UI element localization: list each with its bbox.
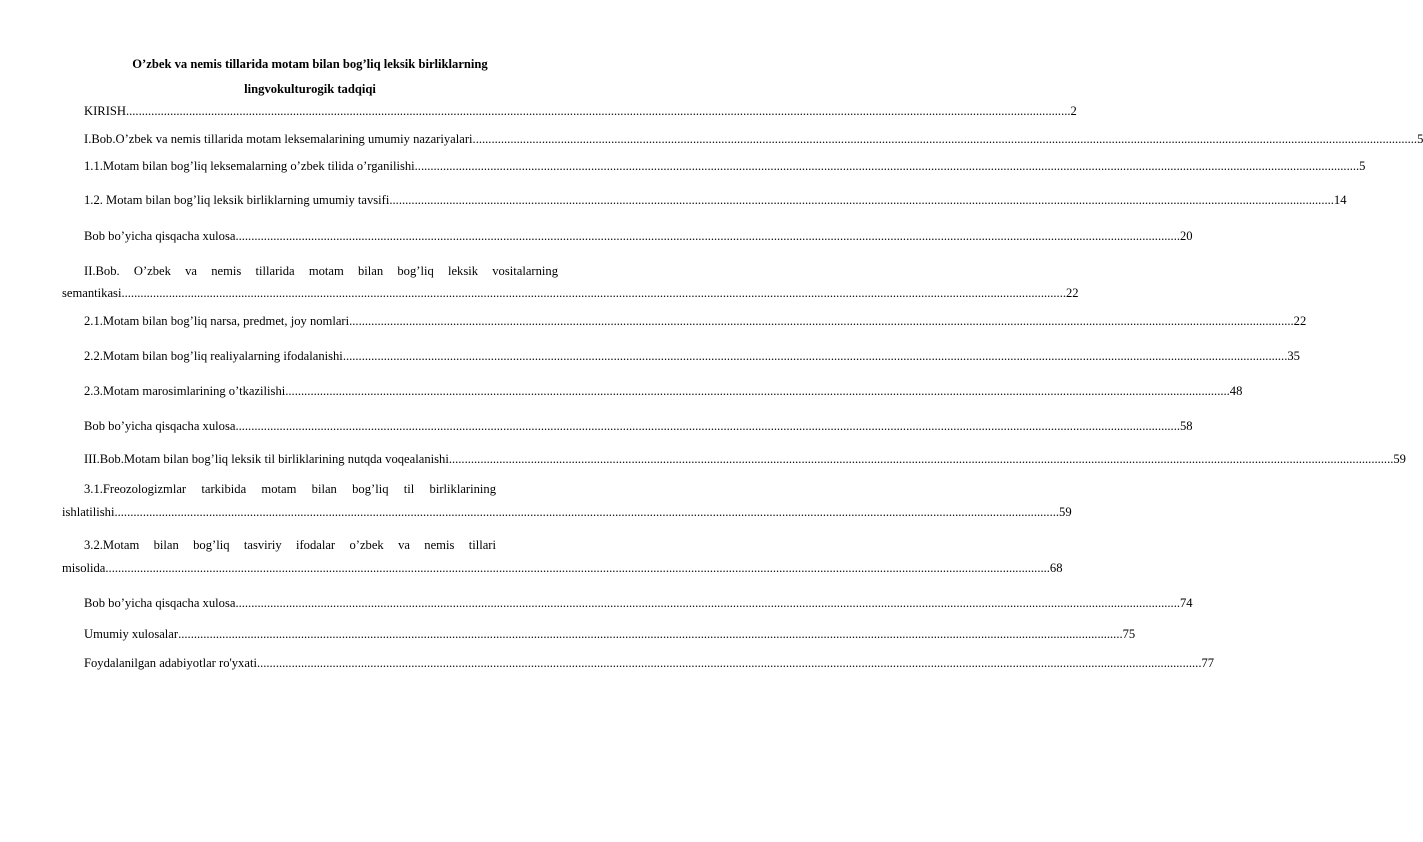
toc-entry-line-1: 3.1.Freozologizmlar tarkibida motam bilan bog’liq til birliklarining: [84, 482, 496, 496]
toc-entry-page: 75: [1122, 627, 1136, 641]
toc-entry-page: 5: [1417, 132, 1423, 146]
toc-entry-page: 5: [1359, 159, 1366, 173]
toc-leader-dots: ............................................................................................................................................................................................................................................................................................................: [448, 452, 1394, 466]
toc-leader-dots: ............................................................................................................................................................................................................................................................................................................: [389, 193, 1334, 207]
toc-leader-dots: ............................................................................................................................................................................................................................................................................................................: [235, 419, 1180, 433]
toc-entry-title: III.Bob.Motam bilan bog’liq leksik til birliklarining nutqda voqealanishi: [84, 452, 449, 466]
toc-entry-page: 14: [1333, 193, 1347, 207]
toc-entry: [62, 505, 1072, 520]
toc-leader-dots: ............................................................................................................................................................................................................................................................................................................: [114, 505, 1060, 519]
toc-entry-title: Bob bo’yicha qisqacha xulosa: [84, 596, 236, 610]
toc-entry-page: 22: [1066, 286, 1079, 300]
toc-entry-title: Bob bo’yicha qisqacha xulosa: [84, 419, 236, 433]
toc-leader-dots: ............................................................................................................................................................................................................................................................................................................: [235, 229, 1180, 243]
toc-entry: [84, 627, 1136, 642]
toc-entry: [84, 132, 1423, 147]
toc-entry-title: 1.2. Motam bilan bog’liq leksik birliklarning umumiy tavsifi: [84, 193, 390, 207]
toc-entry-title: Bob bo’yicha qisqacha xulosa: [84, 229, 236, 243]
toc-entry-title: 2.1.Motam bilan bog’liq narsa, predmet, joy nomlari: [84, 314, 350, 328]
toc-entry: [84, 193, 1347, 208]
toc-leader-dots: ............................................................................................................................................................................................................................................................................................................: [472, 132, 1418, 146]
toc-entry-title: misolida: [62, 561, 106, 575]
toc-entry-page: 59: [1393, 452, 1406, 466]
toc-leader-dots: ............................................................................................................................................................................................................................................................................................................: [178, 627, 1123, 641]
toc-entry: [84, 104, 1077, 119]
toc-entry: [84, 159, 1366, 174]
toc-entry: [62, 286, 1079, 301]
toc-entry-page: 68: [1049, 561, 1063, 575]
toc-entry-title: KIRISH: [84, 104, 126, 118]
toc-entry: [84, 314, 1307, 329]
toc-entry-title: 1.1.Motam bilan bog’liq leksemalarning o’zbek tilida o’rganilishi: [84, 159, 415, 173]
toc-entry-page: 77: [1201, 656, 1215, 670]
toc-leader-dots: ............................................................................................................................................................................................................................................................................................................: [342, 349, 1288, 363]
toc-entry-page: 20: [1179, 229, 1193, 243]
toc-entry: [84, 656, 1215, 671]
toc-entry-line-1: 3.2.Motam bilan bog’liq tasviriy ifodalar o’zbek va nemis tillari: [84, 538, 496, 552]
toc-entry: [84, 349, 1300, 364]
toc-entry-page: 35: [1287, 349, 1300, 363]
toc-entry: [84, 596, 1193, 611]
toc-entry: [84, 384, 1243, 399]
toc-entry-page: 74: [1179, 596, 1193, 610]
document-title-line-1: O’zbek va nemis tillarida motam bilan bog’liq leksik birliklarning: [132, 57, 488, 71]
toc-entry-title: 2.3.Motam marosimlarining o’tkazilishi: [84, 384, 286, 398]
toc-entry-title: ishlatilishi: [62, 505, 115, 519]
toc-entry-line-1: II.Bob. O’zbek va nemis tillarida motam bilan bog’liq leksik vositalarning: [84, 264, 558, 278]
toc-leader-dots: ............................................................................................................................................................................................................................................................................................................: [125, 104, 1071, 118]
toc-entry: [84, 229, 1193, 244]
toc-leader-dots: ............................................................................................................................................................................................................................................................................................................: [105, 561, 1050, 575]
toc-entry-page: 58: [1179, 419, 1193, 433]
toc-entry: [62, 561, 1063, 576]
toc-entry-page: 22: [1293, 314, 1307, 328]
toc-entry-page: 48: [1229, 384, 1243, 398]
toc-entry-title: Foydalanilgan adabiyotlar ro'yxati: [84, 656, 257, 670]
toc-entry-title: Umumiy xulosalar: [84, 627, 179, 641]
toc-leader-dots: ............................................................................................................................................................................................................................................................................................................: [349, 314, 1294, 328]
toc-entry: [84, 419, 1193, 434]
toc-leader-dots: ............................................................................................................................................................................................................................................................................................................: [414, 159, 1360, 173]
toc-leader-dots: ............................................................................................................................................................................................................................................................................................................: [121, 286, 1066, 300]
toc-entry: [84, 452, 1406, 467]
toc-entry-title: I.Bob.O’zbek va nemis tillarida motam leksemalarining umumiy nazariyalari: [84, 132, 473, 146]
document-title-line-2: lingvokulturogik tadqiqi: [244, 82, 376, 96]
toc-leader-dots: ............................................................................................................................................................................................................................................................................................................: [256, 656, 1202, 670]
toc-leader-dots: ............................................................................................................................................................................................................................................................................................................: [285, 384, 1230, 398]
toc-entry-page: 2: [1070, 104, 1077, 118]
toc-entry-title: 2.2.Motam bilan bog’liq realiyalarning ifodalanishi: [84, 349, 343, 363]
toc-leader-dots: ............................................................................................................................................................................................................................................................................................................: [235, 596, 1180, 610]
toc-entry-title: semantikasi: [62, 286, 122, 300]
toc-entry-page: 59: [1059, 505, 1072, 519]
